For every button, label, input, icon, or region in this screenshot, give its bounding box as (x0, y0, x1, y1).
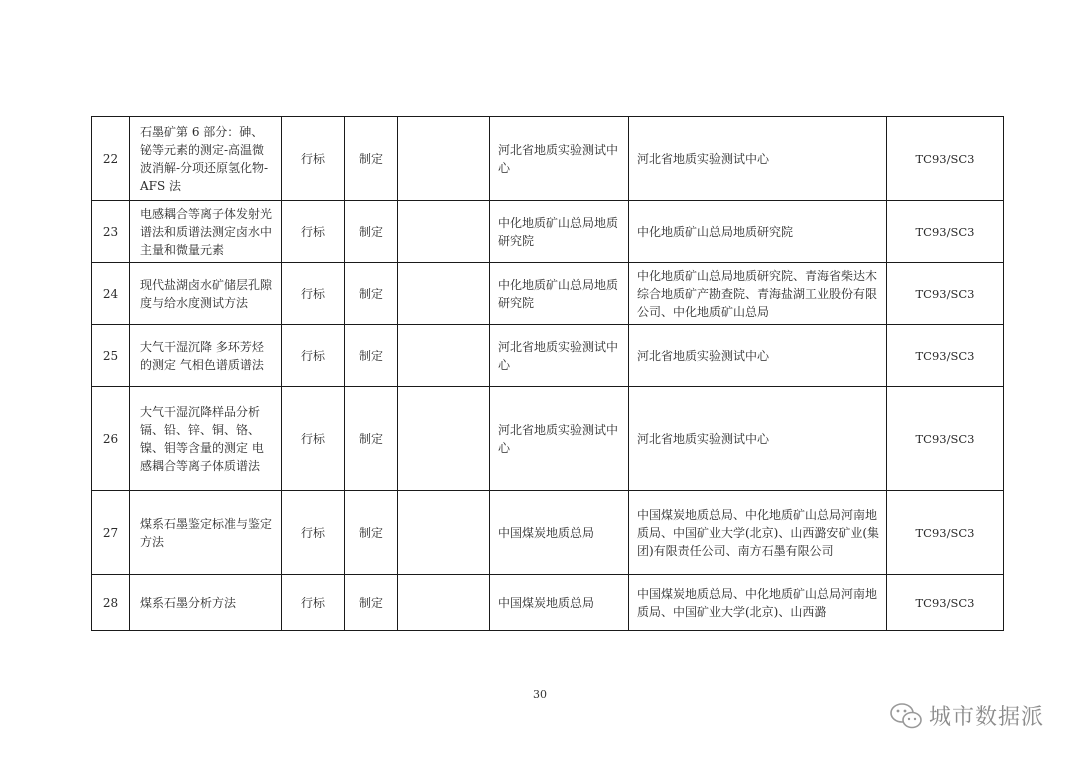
tc-code: TC93/SC3 (887, 575, 1004, 631)
blank-cell (398, 387, 490, 491)
standard-action: 制定 (345, 325, 398, 387)
participating-units: 河北省地质实验测试中心 (629, 325, 887, 387)
standard-action: 制定 (345, 201, 398, 263)
standard-action: 制定 (345, 117, 398, 201)
row-number: 27 (92, 491, 130, 575)
standard-name: 大气干湿沉降 多环芳烃的测定 气相色谱质谱法 (130, 325, 282, 387)
standard-type: 行标 (282, 491, 345, 575)
standard-name: 煤系石墨鉴定标准与鉴定方法 (130, 491, 282, 575)
wechat-icon (889, 701, 923, 731)
standard-name: 大气干湿沉降样品分析镉、铅、锌、铜、铬、镍、钼等含量的测定 电感耦合等离子体质谱法 (130, 387, 282, 491)
tc-code: TC93/SC3 (887, 263, 1004, 325)
table-row (92, 491, 1004, 575)
standard-type: 行标 (282, 575, 345, 631)
table-row (92, 575, 1004, 631)
blank-cell (398, 263, 490, 325)
row-number: 24 (92, 263, 130, 325)
tc-code: TC93/SC3 (887, 491, 1004, 575)
row-number: 25 (92, 325, 130, 387)
table-row (92, 387, 1004, 491)
standard-type: 行标 (282, 325, 345, 387)
standard-action: 制定 (345, 387, 398, 491)
blank-cell (398, 491, 490, 575)
lead-unit: 中化地质矿山总局地质研究院 (490, 201, 629, 263)
standard-action: 制定 (345, 491, 398, 575)
standard-name: 电感耦合等离子体发射光谱法和质谱法测定卤水中主量和微量元素 (130, 201, 282, 263)
watermark (889, 700, 1044, 731)
standard-type: 行标 (282, 387, 345, 491)
tc-code: TC93/SC3 (887, 387, 1004, 491)
table-row (92, 117, 1004, 201)
table-body (92, 117, 1004, 631)
watermark-text: 城市数据派 (928, 705, 1044, 730)
standards-table (91, 116, 1004, 631)
table-row (92, 263, 1004, 325)
participating-units: 河北省地质实验测试中心 (629, 117, 887, 201)
standard-name: 煤系石墨分析方法 (130, 575, 282, 631)
table-row (92, 201, 1004, 263)
standard-type: 行标 (282, 263, 345, 325)
row-number: 26 (92, 387, 130, 491)
lead-unit: 中国煤炭地质总局 (490, 575, 629, 631)
table-row (92, 325, 1004, 387)
lead-unit: 河北省地质实验测试中心 (490, 117, 629, 201)
row-number: 28 (92, 575, 130, 631)
blank-cell (398, 201, 490, 263)
lead-unit: 中化地质矿山总局地质研究院 (490, 263, 629, 325)
standard-name: 现代盐湖卤水矿储层孔隙度与给水度测试方法 (130, 263, 282, 325)
participating-units: 中化地质矿山总局地质研究院 (629, 201, 887, 263)
standard-type: 行标 (282, 117, 345, 201)
blank-cell (398, 117, 490, 201)
participating-units: 中国煤炭地质总局、中化地质矿山总局河南地质局、中国矿业大学(北京)、山西潞 (629, 575, 887, 631)
participating-units: 河北省地质实验测试中心 (629, 387, 887, 491)
lead-unit: 河北省地质实验测试中心 (490, 325, 629, 387)
standard-type: 行标 (282, 201, 345, 263)
row-number: 23 (92, 201, 130, 263)
standard-name: 石墨矿第 6 部分：砷、铋等元素的测定-高温微波消解-分项还原氢化物-AFS 法 (130, 117, 282, 201)
tc-code: TC93/SC3 (887, 201, 1004, 263)
standard-action: 制定 (345, 575, 398, 631)
blank-cell (398, 575, 490, 631)
page-number: 30 (533, 688, 547, 701)
participating-units: 中国煤炭地质总局、中化地质矿山总局河南地质局、中国矿业大学(北京)、山西潞安矿业(集团)有限责任公司、南方石墨有限公司 (629, 491, 887, 575)
lead-unit: 中国煤炭地质总局 (490, 491, 629, 575)
blank-cell (398, 325, 490, 387)
participating-units: 中化地质矿山总局地质研究院、青海省柴达木综合地质矿产勘查院、青海盐湖工业股份有限公司、中化地质矿山总局 (629, 263, 887, 325)
standards-table-wrapper (91, 116, 1003, 631)
lead-unit: 河北省地质实验测试中心 (490, 387, 629, 491)
tc-code: TC93/SC3 (887, 117, 1004, 201)
standard-action: 制定 (345, 263, 398, 325)
tc-code: TC93/SC3 (887, 325, 1004, 387)
row-number: 22 (92, 117, 130, 201)
